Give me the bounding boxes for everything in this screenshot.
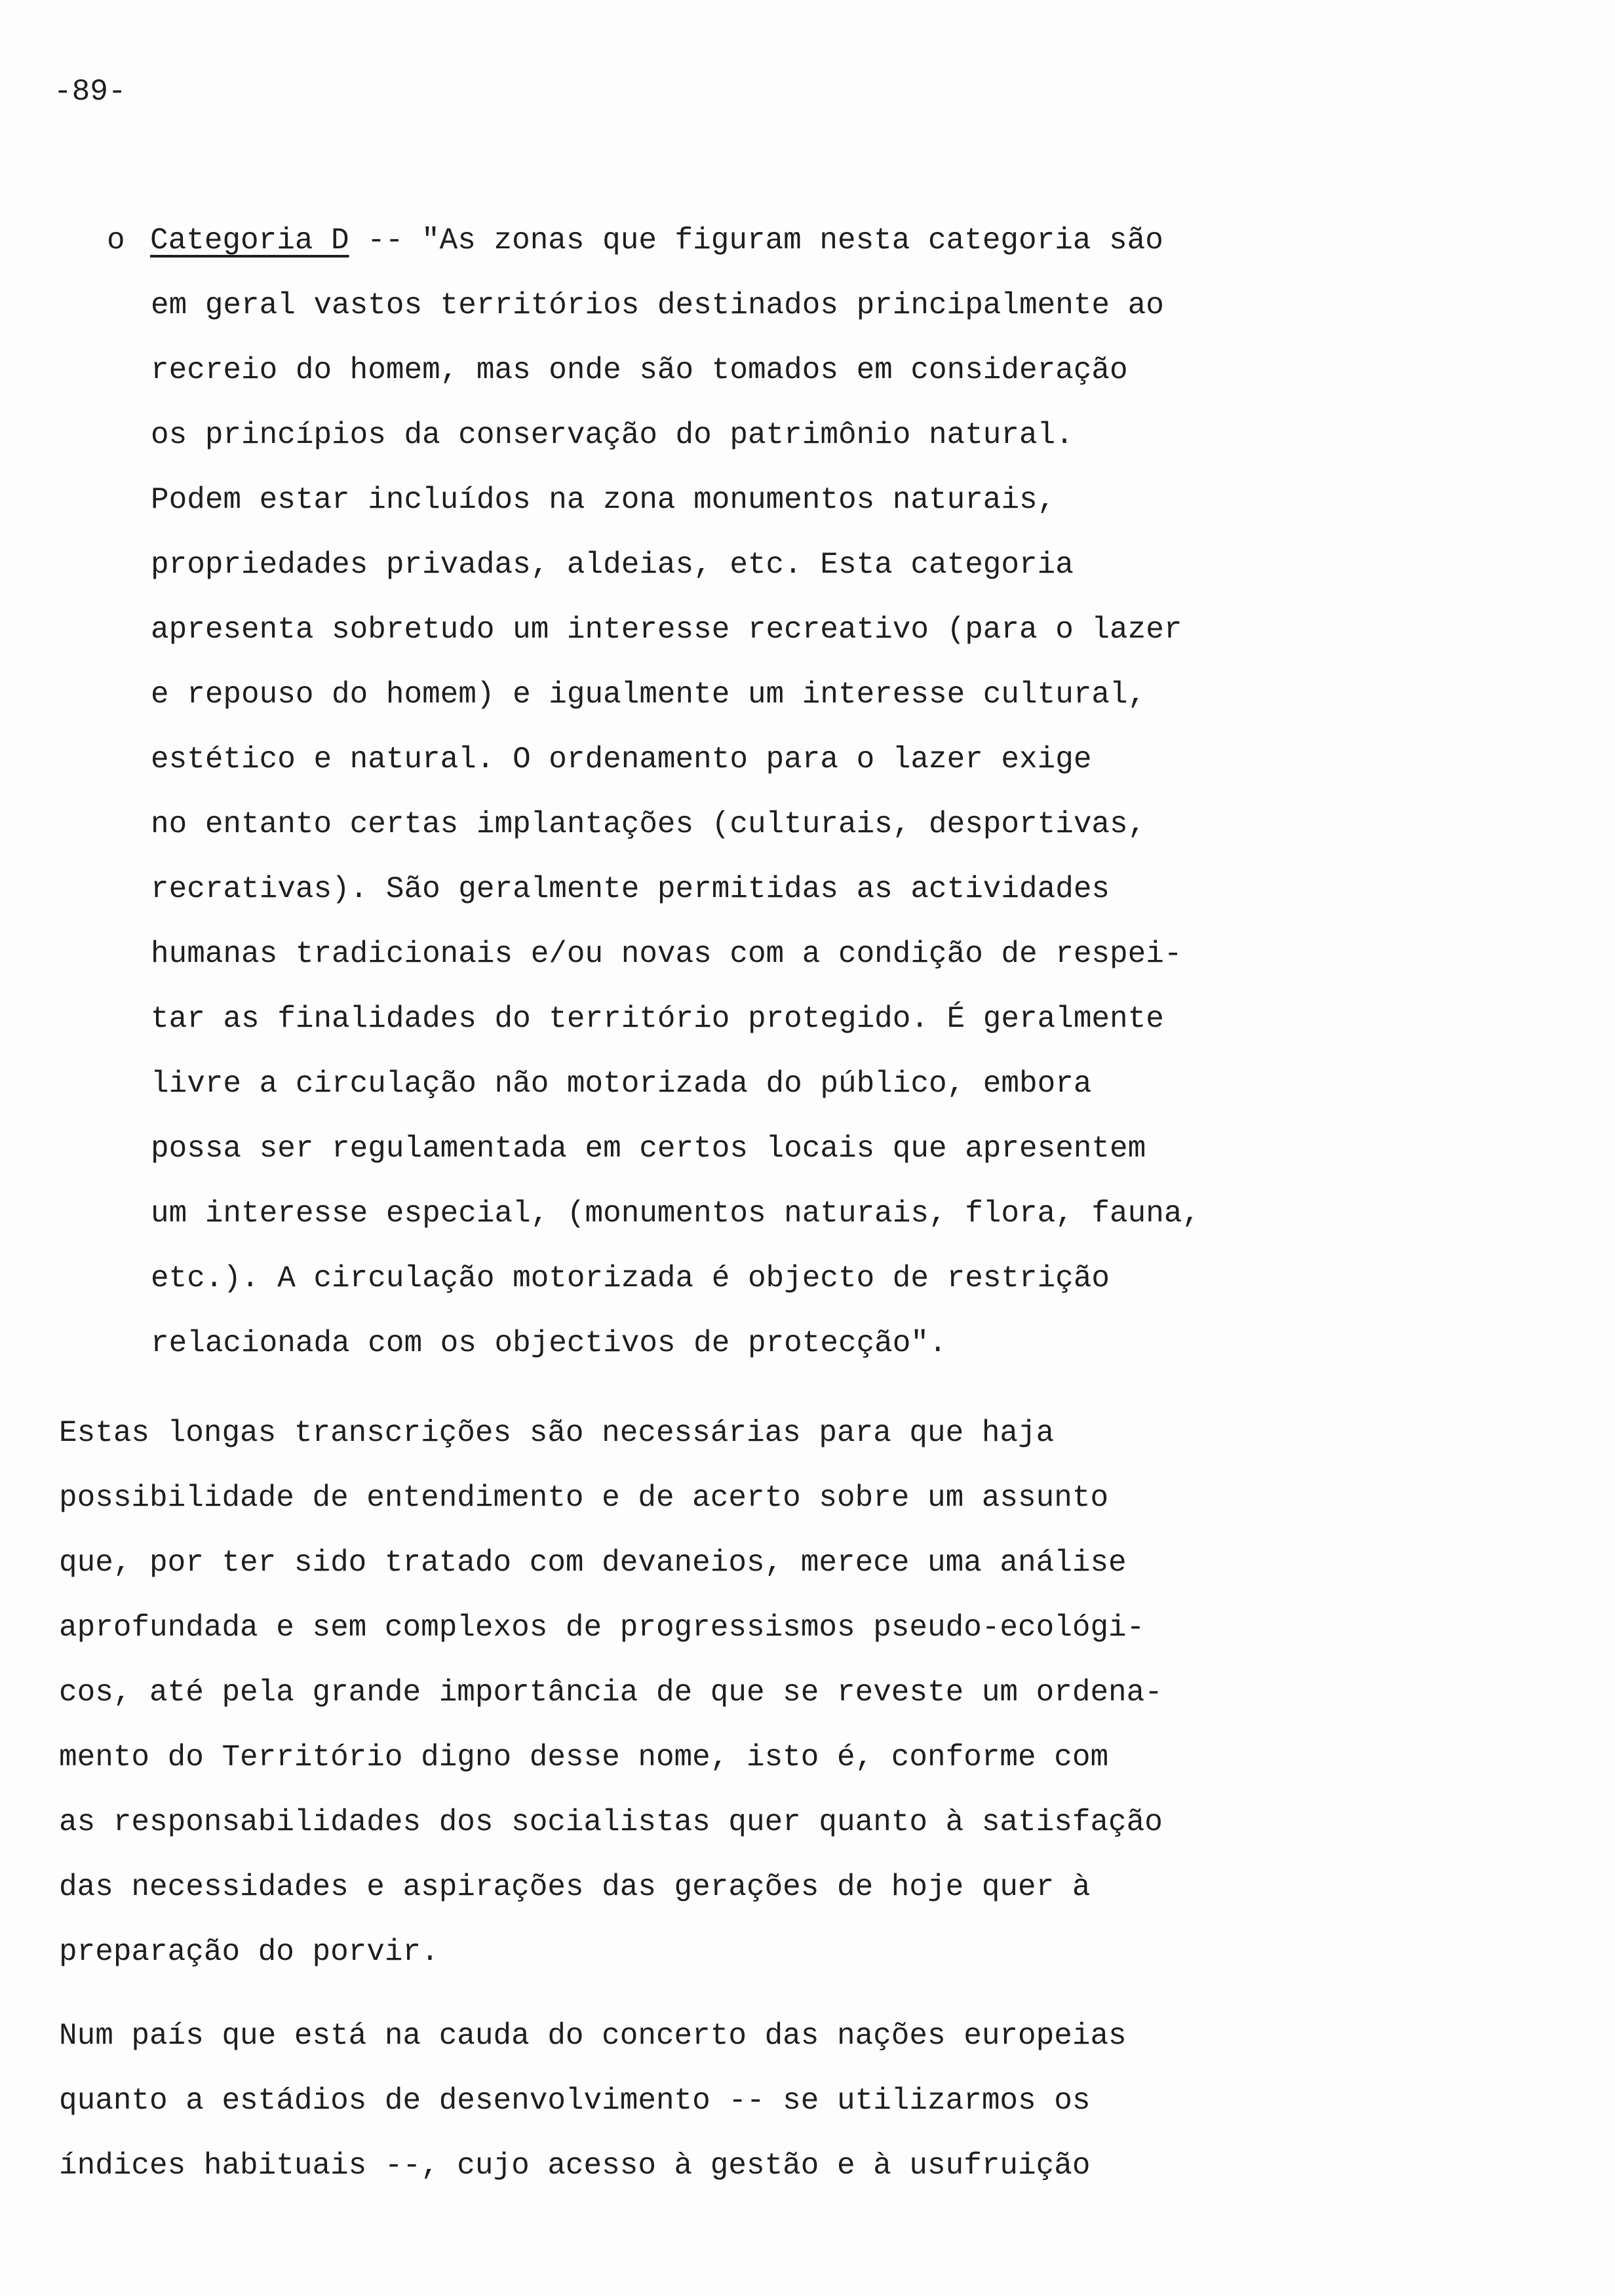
text-line: etc.). A circulação motorizada é objecto de restrição	[151, 1261, 1110, 1295]
text-line: tar as finalidades do território protegido. É geralmente	[151, 1002, 1164, 1036]
bullet-body	[151, 273, 1547, 1376]
text-line: as responsabilidades dos socialistas quer quanto à satisfação	[59, 1805, 1163, 1839]
text-line: livre a circulação não motorizada do público, embora	[151, 1067, 1092, 1101]
text-line: relacionada com os objectivos de protecção".	[151, 1326, 947, 1360]
text-line: os princípios da conservação do patrimônio natural.	[151, 418, 1074, 452]
text-line: das necessidades e aspirações das gerações de hoje quer à	[59, 1870, 1091, 1904]
text-line: mento do Território digno desse nome, isto é, conforme com	[59, 1740, 1109, 1774]
text-line: Estas longas transcrições são necessárias para que haja	[59, 1416, 1055, 1450]
text-line: apresenta sobretudo um interesse recreativo (para o lazer	[151, 613, 1182, 647]
bullet-first-line	[107, 208, 1549, 273]
text-line: aprofundada e sem complexos de progressismos pseudo-ecológi-	[59, 1611, 1145, 1645]
paragraph	[59, 2004, 1566, 2198]
text-line: recreio do homem, mas onde são tomados em consideração	[151, 353, 1128, 387]
text-line: que, por ter sido tratado com devaneios, merece uma análise	[59, 1546, 1127, 1580]
category-d-bullet	[107, 208, 1549, 1360]
text-line: possibilidade de entendimento e de acerto sobre um assunto	[59, 1481, 1109, 1515]
text-line: estético e natural. O ordenamento para o lazer exige	[151, 742, 1092, 776]
text-line: no entanto certas implantações (culturais, desportivas,	[151, 807, 1146, 841]
text-line: recrativas). São geralmente permitidas as actividades	[151, 872, 1110, 906]
text-line: possa ser regulamentada em certos locais que apresentem	[151, 1132, 1146, 1166]
text-line: um interesse especial, (monumentos naturais, flora, fauna,	[151, 1196, 1201, 1231]
text-line: quanto a estádios de desenvolvimento -- se utilizarmos os	[59, 2084, 1091, 2118]
text-line: humanas tradicionais e/ou novas com a condição de respei-	[151, 937, 1182, 971]
text-line: índices habituais --, cujo acesso à gestão e à usufruição	[59, 2149, 1091, 2183]
text-line: Podem estar incluídos na zona monumentos naturais,	[151, 483, 1056, 517]
text-line: em geral vastos territórios destinados principalmente ao	[151, 288, 1164, 322]
category-term: Categoria D	[150, 223, 349, 258]
text-line: cos, até pela grande importância de que se reveste um ordena-	[59, 1675, 1163, 1710]
text-line: preparação do porvir.	[59, 1935, 439, 1969]
bullet-first-line-text: -- "As zonas que figuram nesta categoria são	[349, 223, 1163, 258]
paragraph	[59, 1401, 1566, 1985]
page-number: -89-	[54, 75, 126, 109]
bullet-mark: o	[107, 223, 125, 258]
text-line: e repouso do homem) e igualmente um interesse cultural,	[151, 678, 1146, 712]
text-line: propriedades privadas, aldeias, etc. Esta categoria	[151, 548, 1074, 582]
text-line: Num país que está na cauda do concerto das nações europeias	[59, 2019, 1127, 2053]
